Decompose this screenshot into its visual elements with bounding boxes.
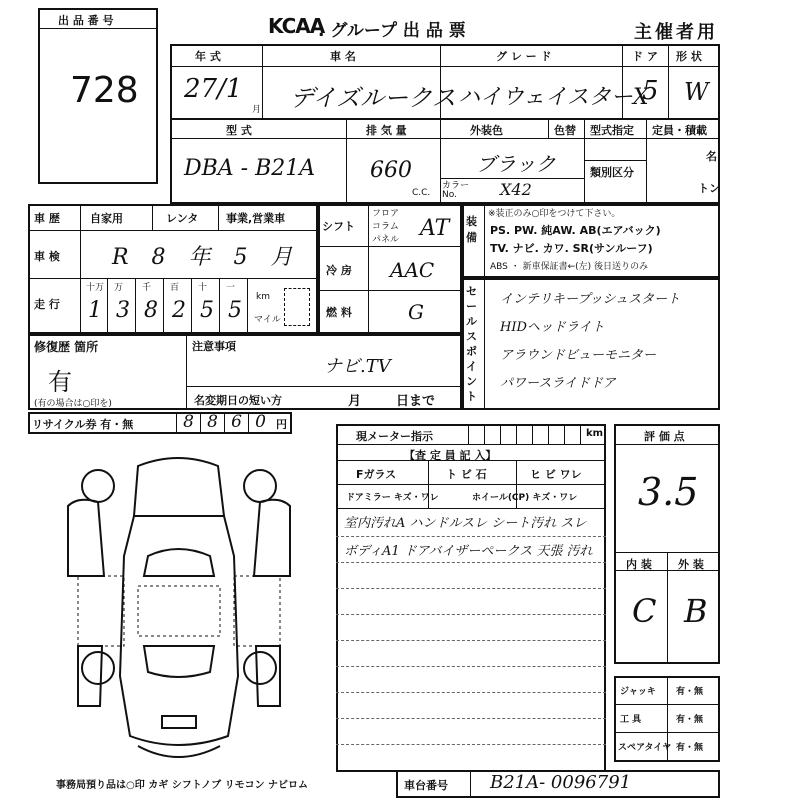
grade-label: グ レ ー ド xyxy=(496,50,552,63)
model-label: 型 式 xyxy=(226,124,252,137)
ac-value: AAC xyxy=(390,258,435,282)
inspector-title: 【査 定 員 記 入】 xyxy=(404,449,497,462)
inspector-rule xyxy=(336,666,606,667)
history-private: 自家用 xyxy=(90,212,123,225)
recycle-label: リサイクル券 有・無 xyxy=(32,418,134,431)
mileage-cell xyxy=(108,278,136,334)
ac-label: 冷 房 xyxy=(326,264,352,277)
car-diagram xyxy=(38,446,320,772)
mile-checkbox[interactable] xyxy=(284,288,310,326)
displacement-label: 排 気 量 xyxy=(366,124,407,137)
chassis-label: 車台番号 xyxy=(404,779,448,792)
meter-cell-divider xyxy=(564,424,565,444)
inspector-note-1: 室内汚れA ハンドルスレ シート汚れ スレ xyxy=(344,516,587,531)
spare-label: スペアタイヤ xyxy=(618,743,672,753)
mileage-header: 万 xyxy=(114,283,124,293)
recycle-digit: 0 xyxy=(248,412,272,434)
mileage-cell xyxy=(220,278,248,334)
mile-label: マイル xyxy=(254,315,281,325)
deadline-label: 名変期日の短い方 xyxy=(194,394,282,407)
caution-value: ナビ.TV xyxy=(324,356,391,377)
color-change-label: 色替 xyxy=(554,124,576,137)
lot-number: 728 xyxy=(70,70,139,111)
mileage-header: 千 xyxy=(142,283,152,293)
color-label: 外装色 xyxy=(470,124,503,137)
jack-value: 有・無 xyxy=(676,687,704,697)
mileage-header: 百 xyxy=(170,283,180,293)
wheel-label: ホイール(CP) キズ・ワレ xyxy=(472,493,578,503)
interior-value: C xyxy=(632,592,657,630)
recycle-digit: 8 xyxy=(176,412,200,434)
form-title: . グループ 出 品 票 xyxy=(318,21,466,41)
repair-value: 有 xyxy=(48,368,72,396)
equipment-line2: TV. ナビ. カワ. SR(サンルーフ) xyxy=(490,242,653,255)
shape-value: W xyxy=(684,78,709,106)
meter-cell-divider xyxy=(500,424,501,444)
meter-cell-divider xyxy=(516,424,517,444)
shape-label: 形 状 xyxy=(676,50,702,63)
meter-cell-divider xyxy=(532,424,533,444)
inspection-value: R 8 年 5 月 xyxy=(112,245,301,270)
recycle-unit: 円 xyxy=(276,418,287,431)
inspector-rule xyxy=(336,744,606,745)
equipment-label: 装 備 xyxy=(466,215,477,244)
equipment-line1: PS. PW. 純AW. AB(エアバック) xyxy=(490,224,661,237)
mileage-cell xyxy=(80,278,108,334)
exterior-label: 外 装 xyxy=(678,558,704,571)
deadline-day: 日まで xyxy=(396,394,436,409)
mileage-header: 十万 xyxy=(86,283,105,293)
meter-unit: km xyxy=(586,428,604,439)
color-value: ブラック xyxy=(476,152,556,176)
tool-label: 工 具 xyxy=(620,715,642,725)
mileage-digit: 3 xyxy=(116,298,130,323)
doors-value: 5 xyxy=(642,76,659,106)
inspection-label: 車 検 xyxy=(34,250,60,263)
interior-label: 内 装 xyxy=(626,558,652,571)
mileage-label: 走 行 xyxy=(34,298,60,311)
sales-point-item: パワースライドドア xyxy=(500,376,616,391)
meter-cell-divider xyxy=(580,424,581,444)
tool-value: 有・無 xyxy=(676,715,704,725)
km-label: km xyxy=(256,292,270,302)
mileage-digit: 5 xyxy=(200,298,214,323)
color-no-label: カラー No. xyxy=(442,181,470,200)
crack-line-label: ヒ ビ ワレ xyxy=(530,468,582,481)
color-no-value: X42 xyxy=(500,180,532,199)
displacement-value: 660 xyxy=(370,158,412,183)
caution-label: 注意事項 xyxy=(192,340,236,353)
history-rental: レンタ xyxy=(166,212,199,225)
repair-label: 修復歴 箇所 xyxy=(34,340,99,354)
inspector-rule xyxy=(336,562,606,563)
sales-points-label: セールスポイント xyxy=(466,285,477,403)
shift-label: シフト xyxy=(322,220,355,233)
capacity-unit-ton: トン xyxy=(698,182,720,195)
brand-logo: KCAA xyxy=(268,14,325,38)
fuel-label: 燃 料 xyxy=(326,306,352,319)
inspector-rule xyxy=(336,614,606,615)
fuel-value: G xyxy=(408,300,424,324)
model-value: DBA - B21A xyxy=(184,156,316,181)
year-value: 27/1 xyxy=(184,74,243,104)
repair-note: (有の場合は○印を) xyxy=(34,399,112,409)
deadline-month: 月 xyxy=(348,394,362,409)
cc-unit: C.C. xyxy=(412,188,431,198)
history-label: 車 歴 xyxy=(34,212,60,225)
mileage-digit: 1 xyxy=(88,298,102,323)
fglass-label: Fガラス xyxy=(356,468,397,481)
recycle-digit: 8 xyxy=(200,412,224,434)
meter-cell-divider xyxy=(484,424,485,444)
mileage-cell xyxy=(164,278,192,334)
equipment-line3: ABS ・ 新車保証書←(左) 後日送りのみ xyxy=(490,262,649,272)
sales-point-item: インテリキープッシュスタート xyxy=(500,292,681,307)
exterior-value: B xyxy=(684,592,708,630)
crack-stone-label: ト ビ 石 xyxy=(446,468,487,481)
capacity-label: 定員・積載 xyxy=(652,124,707,137)
rating-label: 評 価 点 xyxy=(644,430,685,443)
mirror-label: ドアミラー キズ・ワレ xyxy=(346,493,439,503)
copy-label: 主催者用 xyxy=(634,22,718,43)
doors-label: ド ア xyxy=(632,50,658,63)
mileage-header: 十 xyxy=(198,283,208,293)
mileage-header: 一 xyxy=(226,283,236,293)
shift-panel: パネル xyxy=(372,235,400,245)
year-unit: 月 xyxy=(252,105,262,115)
lot-number-label: 出 品 番 号 xyxy=(58,14,114,27)
sales-point-item: HIDヘッドライト xyxy=(500,320,605,335)
name-value: デイズルークス xyxy=(290,84,456,112)
name-label: 車 名 xyxy=(330,50,356,63)
inspector-rule xyxy=(336,692,606,693)
inspector-rule xyxy=(336,640,606,641)
shift-value: AT xyxy=(420,216,450,241)
type-designation-label: 型式指定 xyxy=(590,124,634,137)
history-business: 事業,営業車 xyxy=(226,212,286,225)
year-label: 年 式 xyxy=(195,50,221,63)
meter-label: 現メーター指示 xyxy=(356,430,433,443)
capacity-unit-people: 名 xyxy=(706,150,717,163)
inspector-rule xyxy=(336,536,606,537)
grade-value: ハイウェイスターX xyxy=(458,85,649,110)
mileage-digit: 5 xyxy=(228,298,242,323)
equipment-note: ※装正のみ○印をつけて下さい。 xyxy=(488,209,621,219)
spare-value: 有・無 xyxy=(676,743,704,753)
recycle-digit: 6 xyxy=(224,412,248,434)
mileage-digit: 2 xyxy=(172,298,186,323)
sales-point-item: アラウンドビューモニター xyxy=(500,348,657,363)
rating-score: 3.5 xyxy=(638,470,699,514)
inspector-note-2: ボディA1 ドアバイザーペークス 天張 汚れ xyxy=(344,544,593,559)
mileage-digit: 8 xyxy=(144,298,158,323)
inspector-rule xyxy=(336,588,606,589)
meter-cell-divider xyxy=(548,424,549,444)
mileage-cell xyxy=(136,278,164,334)
jack-label: ジャッキ xyxy=(620,687,656,697)
keys-note: 事務局預り品は○印 カギ シフトノブ リモコン ナビロム xyxy=(56,780,309,791)
meter-cell-divider xyxy=(468,424,469,444)
shift-floor: フロア xyxy=(372,209,400,219)
chassis-value: B21A- 0096791 xyxy=(490,772,632,793)
class-label: 類別区分 xyxy=(590,166,634,179)
shift-column: コラム xyxy=(372,222,399,232)
mileage-cell xyxy=(192,278,220,334)
inspector-rule xyxy=(336,718,606,719)
